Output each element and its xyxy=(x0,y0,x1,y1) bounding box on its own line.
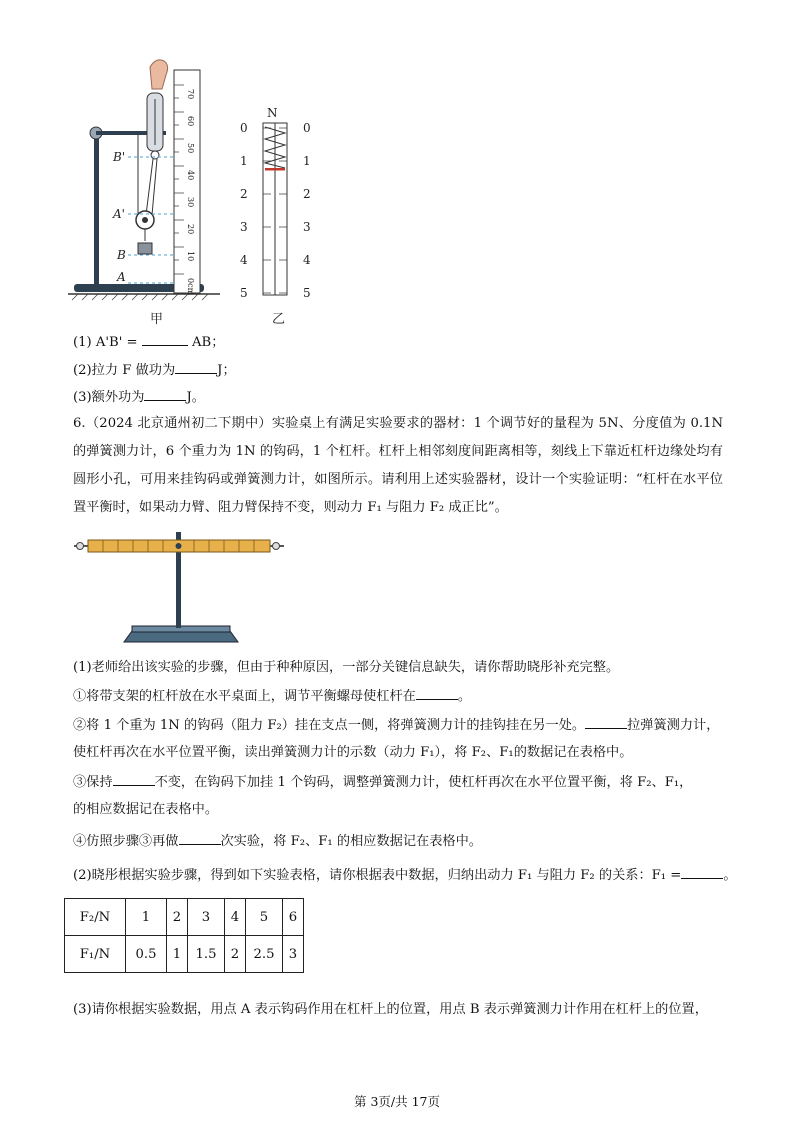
table-cell: 1 xyxy=(167,936,188,973)
q6-step4-blank[interactable] xyxy=(179,832,221,845)
q6-step1-text: ①将带支架的杠杆放在水平桌面上，调节平衡螺母使杠杆在 xyxy=(73,689,416,704)
ruler-tick-10: 10 xyxy=(186,251,195,262)
q6-step3-cont: 的相应数据记在表格中。 xyxy=(73,802,219,817)
table-row xyxy=(65,936,304,973)
q6-intro: 6.（2024 北京通州初二下期中）实验桌上有满足实验要求的器材：1 个调节好的量程为 5N、分度值为 0.1N 的弹簧测力计，6 个重力为 1N 的钩码，1 个杠杆。杠杆上相邻刻度间距离相等，刻线上下靠近杠杆边缘处均有圆形小孔，可用来挂钩码或弹簧测力计，如图所示。请利用上述实验器材，设计一个实验证明：“杠杆在水平位置平衡时，如果动力臂、阻力臂保持不变，则动力 F₁ 与阻力 F₂ 成正比”。 xyxy=(73,416,723,515)
table-cell: 1.5 xyxy=(188,936,225,973)
q6-step4-text-b: 次实验，将 F₂、F₁ 的相应数据记在表格中。 xyxy=(220,834,482,849)
table-cell: 0.5 xyxy=(126,936,167,973)
lever-base xyxy=(124,631,238,642)
label-b-prime: B' xyxy=(113,150,126,164)
data-table xyxy=(64,898,304,973)
q5-part2-blank[interactable] xyxy=(175,361,217,374)
q6-step1 xyxy=(73,687,471,706)
lever-figure xyxy=(72,528,292,653)
table-header-f2: F₂/N xyxy=(65,899,126,936)
figure-label-yi: 乙 xyxy=(272,312,286,327)
label-a-prime: A' xyxy=(113,207,125,221)
table-cell: 2 xyxy=(225,936,246,973)
pointer xyxy=(265,168,285,171)
table-cell: 4 xyxy=(225,899,246,936)
q5-part2 xyxy=(73,361,236,380)
q6-part2-text: (2)晓彤根据实验步骤，得到如下实验表格，请你根据表中数据，归纳出动力 F₁ 与阻力 F₂ 的关系：F₁ = xyxy=(73,868,682,883)
q6-step2-cont: 使杠杆再次在水平位置平衡，读出弹簧测力计的示数（动力 F₁），将 F₂、F₁的数据记在表格中。 xyxy=(73,745,633,760)
table-cell: 3 xyxy=(283,936,304,973)
page-footer: 第 3页/共 17页 xyxy=(353,1094,441,1109)
spring-right-4: 4 xyxy=(303,253,311,267)
q6-step2-blank[interactable] xyxy=(585,716,627,729)
ruler-tick-40: 40 xyxy=(186,170,195,181)
spring-left-5: 5 xyxy=(240,286,248,300)
table-cell: 5 xyxy=(246,899,283,936)
table-row xyxy=(65,899,304,936)
spring-right-0: 0 xyxy=(303,121,311,135)
spring-left-2: 2 xyxy=(240,187,248,201)
q5-part3-prefix: (3)额外功为 xyxy=(73,390,145,405)
table-cell: 2.5 xyxy=(246,936,283,973)
stand-post xyxy=(94,127,99,285)
q6-step3 xyxy=(73,773,692,792)
table-cell: 3 xyxy=(188,899,225,936)
q5-part2-prefix: (2)拉力 F 做功为 xyxy=(73,363,176,378)
spring-left-3: 3 xyxy=(240,220,248,234)
q6-step2-text: ②将 1 个重为 1N 的钩码（阻力 F₂）挂在支点一侧，将弹簧测力计的挂钩挂在另一处。 xyxy=(73,718,586,733)
q6-step1-blank[interactable] xyxy=(416,687,458,700)
table-cell: 6 xyxy=(283,899,304,936)
q6-step2 xyxy=(73,716,719,735)
ruler-tick-70: 70 xyxy=(186,89,195,100)
hand xyxy=(150,60,168,89)
table-cell: 2 xyxy=(167,899,188,936)
q6-step4 xyxy=(73,832,482,851)
spring-left-4: 4 xyxy=(240,253,248,267)
spring-unit-label: N xyxy=(267,106,278,120)
fulcrum xyxy=(176,543,182,549)
ruler-tick-60: 60 xyxy=(186,116,195,127)
q5-part3-suffix: J。 xyxy=(186,390,205,405)
spring-left-0: 0 xyxy=(240,121,248,135)
table-cell: 1 xyxy=(126,899,167,936)
label-b: B xyxy=(117,248,126,262)
spring-right-5: 5 xyxy=(303,286,311,300)
label-a: A xyxy=(117,270,126,284)
ruler-tick-30: 30 xyxy=(186,197,195,208)
pulley-experiment-figure xyxy=(60,55,340,330)
spring-right-1: 1 xyxy=(303,154,311,168)
q6-step2-text-b: 拉弹簧测力计， xyxy=(627,718,720,733)
q6-step3-blank[interactable] xyxy=(113,773,155,786)
ruler-tick-20: 20 xyxy=(186,224,195,235)
q6-part1-title: (1)老师给出该实验的步骤，但由于种种原因，一部分关键信息缺失，请你帮助晓彤补充完整。 xyxy=(73,660,620,675)
q6-part2-blank[interactable] xyxy=(681,866,723,879)
q5-part3 xyxy=(73,388,205,407)
q6-step3-text: ③保持 xyxy=(73,775,113,790)
q5-part3-blank[interactable] xyxy=(144,388,186,401)
spring-right-2: 2 xyxy=(303,187,311,201)
q5-part2-suffix: J； xyxy=(217,363,236,378)
q6-part3: (3)请你根据实验数据，用点 A 表示钩码作用在杠杆上的位置，用点 B 表示弹簧测力计作用在杠杆上的位置， xyxy=(73,1002,708,1017)
q6-step1-end: 。 xyxy=(457,689,472,704)
spring-right-3: 3 xyxy=(303,220,311,234)
q5-part1 xyxy=(73,333,224,352)
q5-part1-suffix: AB； xyxy=(192,335,225,350)
ruler-tick-0: 0cm xyxy=(186,278,195,296)
q6-step4-text: ④仿照步骤③再做 xyxy=(73,834,179,849)
q5-part1-prefix: (1) A'B' = xyxy=(73,335,138,350)
q6-part2 xyxy=(73,866,737,885)
q6-step3-text-b: 不变，在钩码下加挂 1 个钩码，调整弹簧测力计，使杠杆再次在水平位置平衡，将 F₂、F₁， xyxy=(154,775,693,790)
q5-part1-blank[interactable] xyxy=(142,333,188,346)
q6-part2-end: 。 xyxy=(723,868,737,883)
weight-block xyxy=(138,243,152,254)
ruler-tick-50: 50 xyxy=(186,143,195,154)
spring-left-1: 1 xyxy=(240,154,248,168)
table-header-f1: F₁/N xyxy=(65,936,126,973)
figure-label-jia: 甲 xyxy=(150,312,164,327)
